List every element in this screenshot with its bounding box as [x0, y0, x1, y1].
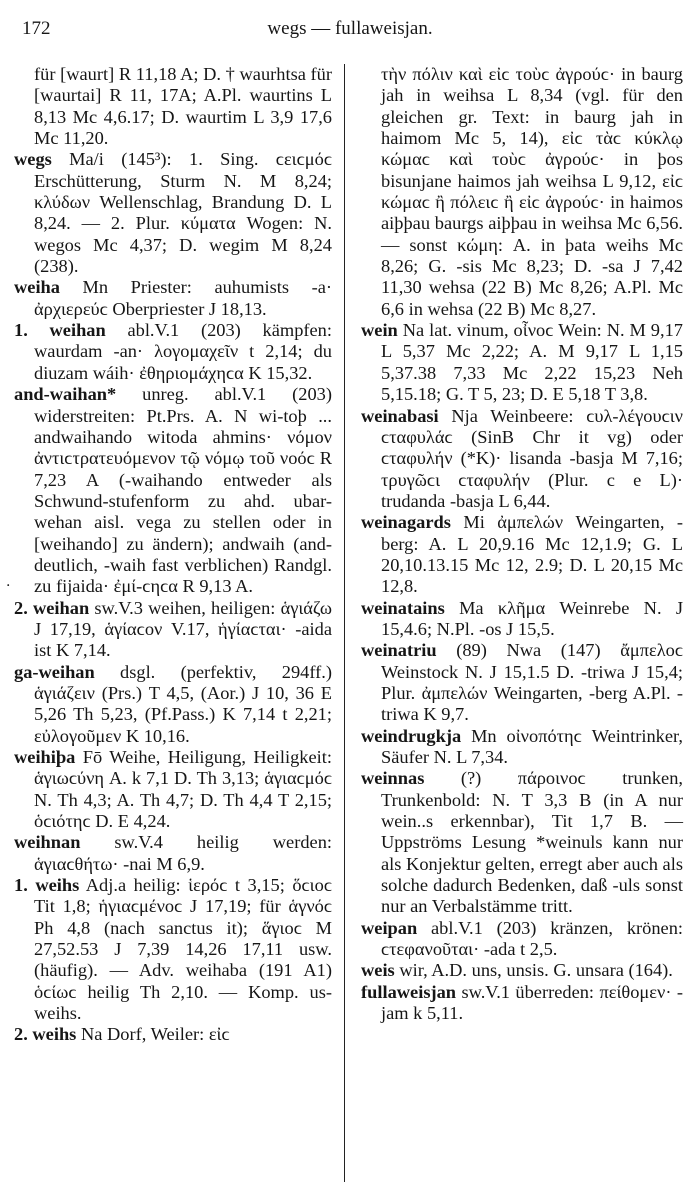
right-column	[361, 64, 683, 1024]
margin-dot: ·	[6, 578, 11, 594]
dictionary-entry: weinagards Mi ἀμπελών Weingarten, -berg: A. L 20,9.16 Mc 12,1.9; G. L 20,10.13.15 Mc 12, 2.9; D. L 20,15 Mc 12,8.	[361, 512, 683, 597]
dictionary-entry: τὴν πόλιν καὶ εἰϲ τοὺϲ ἀγρούϲ· in baurg jah in weihsa L 8,34 (vgl. für den gleichen gr. Text: in baurg jah in haimom Mc 5, 14), εἰϲ τὰϲ κύκλῳ κώμαϲ καὶ τοὺϲ ἀγρούϲ· in þos bisunjane haimos jah weihsa L 9,12, εἰϲ κώμαϲ ἢ πόλειϲ ἢ εἰϲ ἀγρούϲ· in haimos aiþþau baurgs aiþþau in weihsa Mc 6,56. — sonst κώμη: A. in þata weihs Mc 8,26; G. -sis Mc 8,23; D. -sa J 7,42 11,30 wehsa (22 B) Mc 8,26; A.Pl. Mc 6,6 in wehsa (22 B) Mc 8,27.	[381, 64, 683, 319]
left-column	[14, 64, 332, 1046]
dictionary-entry: weinnas (?) πάροινοϲ trunken, Trunkenbold: N. T 3,3 B (in A nur wein..s erkennbar), Tit 1,7 B. — Uppströms Lesung *weinuls kann nur als Konjektur gelten, erregt aber auch als solche dadurch Bedenken, daß -uls sonst nur an Verbalstämme tritt.	[361, 768, 683, 917]
dictionary-entry: weinabasi Nja Weinbeere: ϲυλ-λέγουϲιν ϲταφυλάϲ (SinB Chr it vg) oder ϲταφυλήν (*K)· lisanda -basja M 7,16; τρυγῶϲι ϲταφυλήν (Plur. c e L)· trudanda -basja L 6,44.	[361, 405, 683, 511]
page-number: 172	[22, 18, 51, 39]
dictionary-entry: ga-weihan dsgl. (perfektiv, 294ff.) ἁγιάζειν (Prs.) T 4,5, (Aor.) J 10, 36 E 5,26 Th 5,23, (Pf.Pass.) K 7,14 t 2,21; εὐλογοῦμεν K 10,16.	[14, 661, 332, 746]
dictionary-entry: 2. weihs Na Dorf, Weiler: εἰϲ	[14, 1024, 230, 1045]
dictionary-entry: weiha Mn Priester: auhumists -a· ἀρχιερεύϲ Oberpriester J 18,13.	[14, 277, 332, 319]
running-head: wegs — fullaweisjan.	[267, 18, 433, 39]
page-header	[22, 18, 678, 44]
dictionary-entry: weinatains Ma κλῆμα Weinrebe N. J 15,4.6; N.Pl. -os J 15,5.	[361, 597, 683, 639]
dictionary-entry: weis wir, A.D. uns, unsis. G. unsara (164).	[361, 960, 673, 981]
dictionary-entry: 1. weihs Adj.a heilig: ἱερόϲ t 3,15; ὅϲιοϲ Tit 1,8; ἡγιαϲμένοϲ J 17,19; für ἁγνόϲ Ph 4,8 (nach sanctus it); ἅγιοϲ M 27,52.53 J 7,39 14,26 17,11 usw. (häufig). — Adv. weihaba (191 A1) ὁϲίωϲ heilig Th 2,10. — Komp. us-weihs.	[14, 875, 332, 1024]
dictionary-entry: 2. weihan sw.V.3 weihen, heiligen: ἁγιάζω J 17,19, ἁγίαϲον V.17, ἡγίαϲται· -aida ist K 7,14.	[14, 597, 332, 661]
dictionary-entry: wegs Ma/i (145³): 1. Sing. ϲειϲμόϲ Erschütterung, Sturm N. M 8,24; κλύδων Wellenschlag, Brandung D. L 8,24. — 2. Plur. κύματα Wogen: N. wegos Mc 4,37; D. wegim M 8,24 (238).	[14, 149, 332, 277]
dictionary-entry: weihnan sw.V.4 heilig werden: ἁγιαϲθήτω· -nai M 6,9.	[14, 832, 332, 874]
dictionary-entry: weindrugkja Mn οἰνοπότηϲ Weintrinker, Säufer N. L 7,34.	[361, 725, 683, 767]
dictionary-entry: weipan abl.V.1 (203) kränzen, krönen: ϲτεφανοῦται· -ada t 2,5.	[361, 917, 683, 960]
dictionary-entry: and-waihan* unreg. abl.V.1 (203) widerstreiten: Pt.Prs. A. N wi-toþ ... andwaihando witoda ahmins· νόμον ἀντιϲτρατευόμενον τῷ νόμῳ τοῦ νοόϲ R 7,23 A (-waihando entweder als Schwund-stufenform zu ahd. ubar-wehan aisl. vega zu stellen oder in [weihando] zu ändern); andwaih (and- deutlich, -waih fast verblichen) Randgl. zu fijaida· ἐμί-ϲηϲα R 9,13 A.	[14, 384, 332, 597]
dictionary-entry: 1. weihan abl.V.1 (203) kämpfen: waurdam -an· λογομαχεῖν t 2,14; du diuzam wáih· ἐθηριομάχηϲα K 15,32.	[14, 320, 332, 383]
dictionary-entry: fullaweisjan sw.V.1 überreden: πείθομεν· -jam k 5,11.	[361, 981, 683, 1024]
dictionary-entry: weihiþa Fō Weihe, Heiligung, Heiligkeit: ἁγιωϲύνη A. k 7,1 D. Th 3,13; ἁγιαϲμόϲ N. Th 4,3; A. Th 4,7; D. Th 4,4 T 2,15; ὁϲιότηϲ D. E 4,24.	[14, 747, 332, 832]
dictionary-entry: wein Na lat. vinum, οἶνοϲ Wein: N. M 9,17 L 5,37 Mc 2,22; A. M 9,17 L 1,15 5,37.38 7,33 Mc 2,22 15,23 Neh 5,15.18; G. T 5, 23; D. E 5,18 T 3,8.	[361, 320, 683, 405]
dictionary-entry: für [waurt] R 11,18 A; D. † waurhtsa für [waurtai] R 11, 17A; A.Pl. waurtins L 8,13 Mc 4,6.17; D. waurtim L 3,9 17,6 Mc 11,20.	[34, 64, 332, 149]
column-divider	[344, 64, 345, 1182]
dictionary-entry: weinatriu (89) Nwa (147) ἄμπελοϲ Weinstock N. J 15,1.5 D. -triwa J 15,4; Plur. ἀμπελών Weingarten, -berg A.Pl. -triwa K 9,7.	[361, 640, 683, 725]
